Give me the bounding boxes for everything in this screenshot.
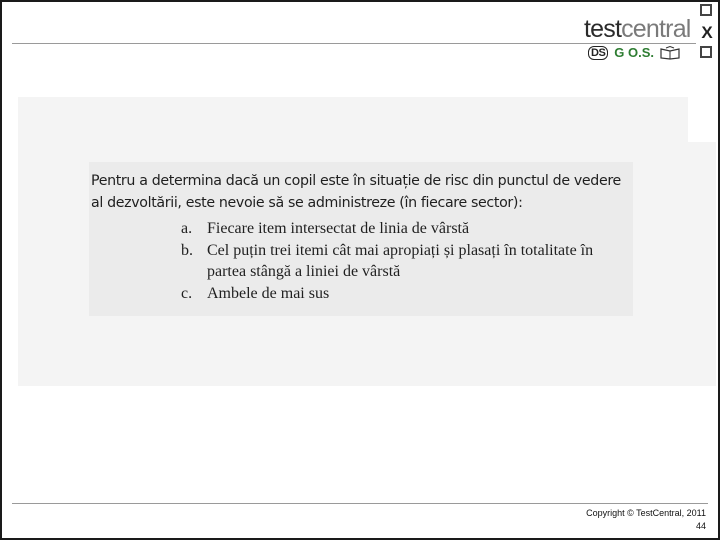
option-letter: a. bbox=[181, 220, 193, 237]
copyright-notice: Copyright © TestCentral, 2011 bbox=[586, 508, 706, 518]
question-image bbox=[89, 162, 633, 316]
answer-options bbox=[181, 218, 631, 304]
option-text: Ambele de mai sus bbox=[207, 284, 330, 302]
window-controls bbox=[698, 2, 716, 62]
restore-icon[interactable] bbox=[700, 46, 712, 58]
close-icon[interactable]: X bbox=[701, 23, 713, 42]
logo-wordmark bbox=[584, 16, 696, 42]
option-letter: b. bbox=[181, 241, 193, 259]
option-text: Cel puțin trei itemi cât mai apropiați și plasați în totalitate în partea stângă a liniei de vârstă bbox=[207, 241, 594, 280]
open-book-icon bbox=[660, 46, 680, 60]
partner-logos bbox=[588, 44, 680, 62]
footer-divider bbox=[12, 503, 708, 504]
logo-test-text: test bbox=[584, 15, 622, 43]
answer-option-a bbox=[181, 218, 631, 240]
option-letter: c. bbox=[181, 284, 193, 302]
testcentral-logo bbox=[584, 16, 696, 64]
question-stem: Pentru a determina dacă un copil este în situație de risc din punctul de vedere al dezvoltării, este nevoie să se administreze (în fiecare sector): bbox=[91, 173, 621, 211]
option-text: Fiecare item intersectat de linia de vârstă bbox=[207, 220, 470, 237]
header-divider bbox=[12, 43, 696, 44]
page-number: 44 bbox=[695, 521, 706, 531]
answer-option-b bbox=[181, 240, 631, 283]
content-band bbox=[18, 97, 688, 142]
logo-central-text: central bbox=[621, 15, 691, 43]
answer-option-c bbox=[181, 283, 631, 305]
maximize-icon[interactable] bbox=[700, 4, 712, 16]
ds-logo: DS bbox=[588, 46, 608, 60]
gos-logo: G O.S. bbox=[614, 45, 655, 60]
